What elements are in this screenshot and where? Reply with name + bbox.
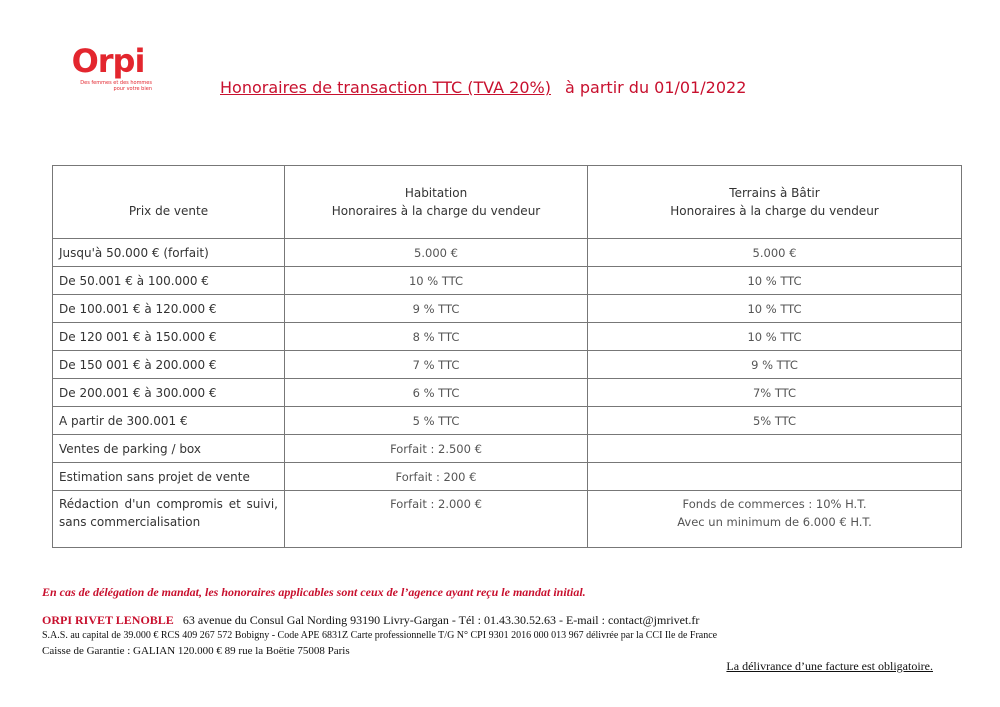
header-terrains — [588, 166, 962, 239]
logo-word: Orpi — [71, 42, 145, 80]
terrains-cell: 9 % TTC — [588, 351, 962, 379]
table-row — [53, 491, 962, 548]
habitation-cell: Forfait : 200 € — [285, 463, 588, 491]
price-cell: De 150 001 € à 200.000 € — [53, 351, 285, 379]
table-row — [53, 463, 962, 491]
fees-table — [52, 165, 962, 548]
company-address — [42, 613, 699, 628]
table-row — [53, 379, 962, 407]
terrains-cell-line-1: Fonds de commerces : 10% H.T. — [682, 497, 867, 511]
price-cell: Rédaction d'un compromis et suivi, sans commercialisation — [53, 491, 285, 548]
habitation-cell: 10 % TTC — [285, 267, 588, 295]
address-line: 63 avenue du Consul Gal Nording 93190 Livry-Gargan - Tél : 01.43.30.52.63 - E-mail : contact@jmrivet.fr — [182, 613, 700, 627]
price-cell: Jusqu'à 50.000 € (forfait) — [53, 239, 285, 267]
terrains-cell: 10 % TTC — [588, 267, 962, 295]
page-title — [220, 78, 746, 97]
terrains-cell-line-2: Avec un minimum de 6.000 € H.T. — [677, 515, 872, 529]
price-cell: De 120 001 € à 150.000 € — [53, 323, 285, 351]
habitation-cell: 8 % TTC — [285, 323, 588, 351]
header-terrains-sub: Honoraires à la charge du vendeur — [670, 204, 879, 218]
invoice-notice: La délivrance d’une facture est obligatoire. — [726, 659, 933, 673]
price-cell: A partir de 300.001 € — [53, 407, 285, 435]
price-cell: De 50.001 € à 100.000 € — [53, 267, 285, 295]
habitation-cell: 6 % TTC — [285, 379, 588, 407]
habitation-cell: Forfait : 2.500 € — [285, 435, 588, 463]
habitation-cell: 9 % TTC — [285, 295, 588, 323]
habitation-cell: 5.000 € — [285, 239, 588, 267]
header-habitation — [285, 166, 588, 239]
terrains-cell: 10 % TTC — [588, 295, 962, 323]
logo-tagline-line-1: Des femmes et des hommes — [80, 80, 152, 86]
price-cell: Ventes de parking / box — [53, 435, 285, 463]
header-habitation-sub: Honoraires à la charge du vendeur — [331, 204, 541, 218]
table-row — [53, 267, 962, 295]
terrains-cell: 7% TTC — [588, 379, 962, 407]
price-cell: De 200.001 € à 300.000 € — [53, 379, 285, 407]
header-price: Prix de vente — [53, 166, 285, 239]
logo-tagline-line-2: pour votre bien — [113, 86, 152, 92]
terrains-cell — [588, 463, 962, 491]
terrains-cell — [588, 435, 962, 463]
table-header-row — [53, 166, 962, 239]
table-row — [53, 295, 962, 323]
habitation-cell: 5 % TTC — [285, 407, 588, 435]
table-row — [53, 351, 962, 379]
legal-line: S.A.S. au capital de 39.000 € RCS 409 267 572 Bobigny - Code APE 6831Z Carte professionnelle T/G N° CPI 9301 2016 000 013 967 délivrée par la CCI Ile de France — [42, 630, 718, 641]
company-name: ORPI RIVET LENOBLE — [42, 613, 174, 627]
header-terrains-title: Terrains à Bâtir — [729, 186, 820, 200]
habitation-cell: Forfait : 2.000 € — [285, 491, 588, 548]
table-row — [53, 323, 962, 351]
title-date: à partir du 01/01/2022 — [564, 78, 747, 97]
orpi-logo — [58, 44, 158, 92]
guarantee-line: Caisse de Garantie : GALIAN 120.000 € 89 rue la Boëtie 75008 Paris — [42, 645, 350, 657]
terrains-cell: 5% TTC — [588, 407, 962, 435]
logo-tagline — [58, 80, 158, 92]
delegation-notice: En cas de délégation de mandat, les honoraires applicables sont ceux de l’agence ayant reçu le mandat initial. — [42, 585, 586, 599]
terrains-cell: 5.000 € — [588, 239, 962, 267]
terrains-cell — [588, 491, 962, 548]
price-cell: Estimation sans projet de vente — [53, 463, 285, 491]
price-cell: De 100.001 € à 120.000 € — [53, 295, 285, 323]
terrains-cell: 10 % TTC — [588, 323, 962, 351]
table-row — [53, 239, 962, 267]
title-main: Honoraires de transaction TTC (TVA 20%) — [220, 78, 551, 97]
habitation-cell: 7 % TTC — [285, 351, 588, 379]
table-row — [53, 407, 962, 435]
table-row — [53, 435, 962, 463]
header-habitation-title: Habitation — [404, 186, 468, 200]
